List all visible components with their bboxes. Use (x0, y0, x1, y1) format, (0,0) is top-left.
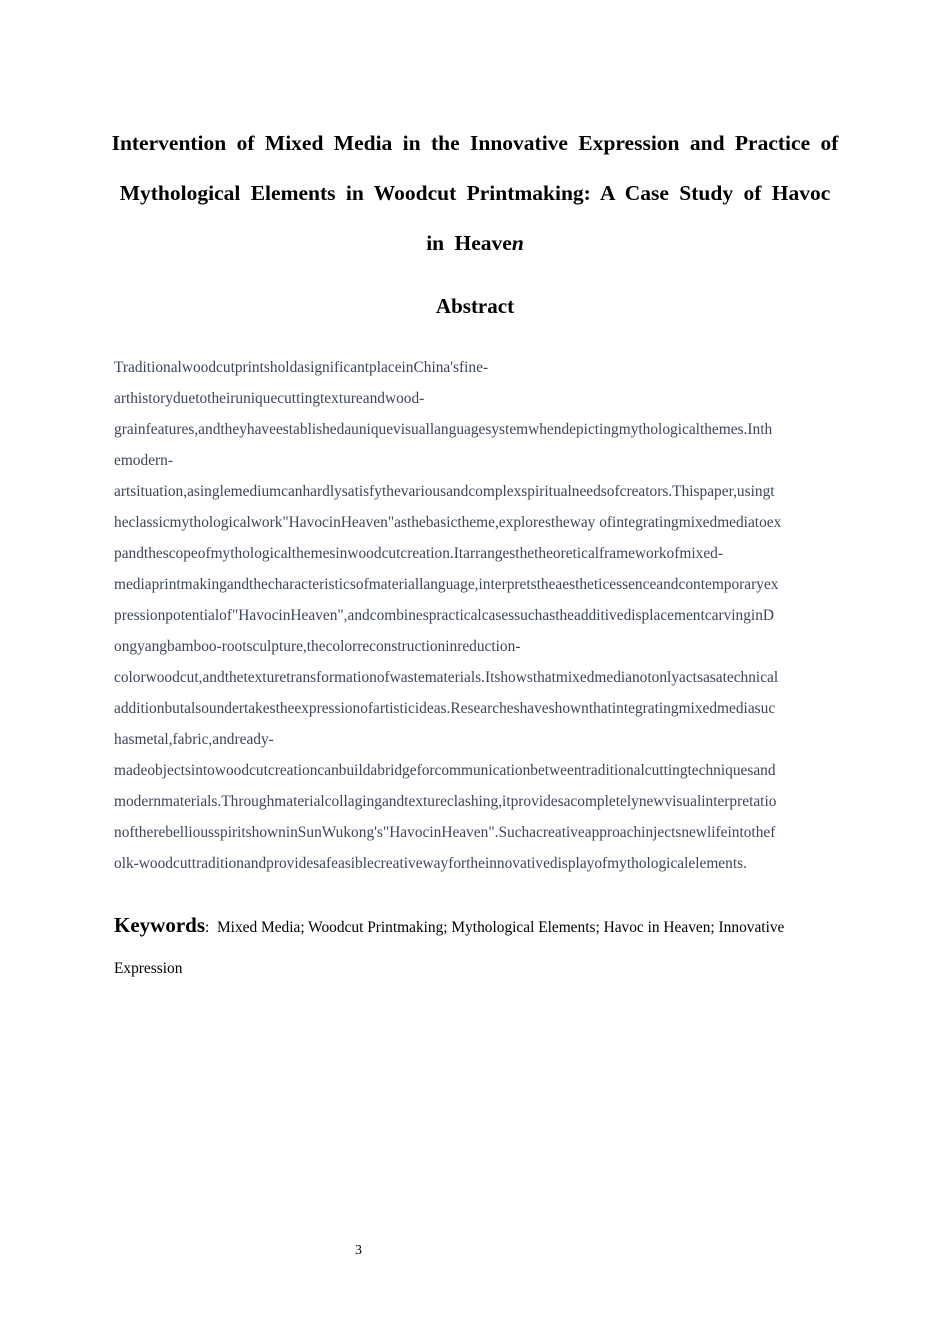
abstract-line: hasmetal,fabric,andready- (114, 731, 274, 748)
abstract-line: pandthescopeofmythologicalthemesinwoodcutcreation.Itarrangesthetheoreticalframeworkofmixed- (114, 545, 723, 562)
abstract-body (114, 352, 839, 879)
paper-title-main: Intervention of Mixed Media in the Innovative Expression and Practice of Mythological Elements in Woodcut Printmaking: A Case Study of Havoc in Heave (111, 131, 839, 255)
paper-title-italic-tail: n (511, 231, 524, 255)
abstract-line: arthistoryduetotheiruniquecuttingtextureandwood- (114, 390, 425, 407)
abstract-line: ongyangbamboo-rootsculpture,thecolorreconstructioninreduction- (114, 638, 521, 655)
keywords-list: Mixed Media; Woodcut Printmaking; Mythological Elements; Havoc in Heaven; Innovative Expression (114, 919, 785, 977)
abstract-line: pressionpotentialof"HavocinHeaven",andcombinespracticalcasessuchastheadditivedisplacementcarvinginD (114, 607, 775, 624)
keywords-label: Keywords (114, 913, 205, 937)
keywords-section (114, 905, 839, 989)
abstract-line: TraditionalwoodcutprintsholdasignificantplaceinChina'sfine- (114, 359, 489, 376)
abstract-line: additionbutalsoundertakestheexpressionofartisticideas.Researcheshaveshownthatintegratingmixedmediasuc (114, 700, 776, 717)
abstract-line: emodern- (114, 452, 173, 469)
abstract-line: heclassicmythologicalwork"HavocinHeaven"asthebasictheme,explorestheway ofintegratingmixedmediatoex (114, 514, 782, 531)
abstract-line: grainfeatures,andtheyhaveestablishedauniquevisuallanguagesystemwhendepictingmythologicalthemes.Inth (114, 421, 773, 438)
paper-title (110, 118, 840, 268)
abstract-line: olk-woodcuttraditionandprovidesafeasiblecreativewayfortheinnovativedisplayofmythologicalelements. (114, 855, 747, 872)
abstract-line: modernmaterials.Throughmaterialcollagingandtextureclashing,itprovidesacompletelynewvisualinterpretatio (114, 793, 777, 810)
page-number: 3 (355, 1243, 362, 1258)
keywords-colon: : (205, 919, 210, 936)
abstract-line: noftherebelliousspiritshowninSunWukong's"HavocinHeaven".Suchacreativeapproachinjectsnewlifeintothef (114, 824, 776, 841)
abstract-line: artsituation,asinglemediumcanhardlysatisfythevariousandcomplexspiritualneedsofcreators.Thispaper,usingt (114, 483, 775, 500)
abstract-line: madeobjectsintowoodcutcreationcanbuildabridgeforcommunicationbetweentraditionalcuttingtechniquesand (114, 762, 776, 779)
abstract-line: mediaprintmakingandthecharacteristicsofmateriallanguage,interpretstheaestheticessenceandcontemporaryex (114, 576, 779, 593)
abstract-heading: Abstract (435, 294, 515, 318)
abstract-line: colorwoodcut,andthetexturetransformationofwastematerials.Itshowsthatmixedmedianotonlyactsasatechnical (114, 669, 779, 686)
